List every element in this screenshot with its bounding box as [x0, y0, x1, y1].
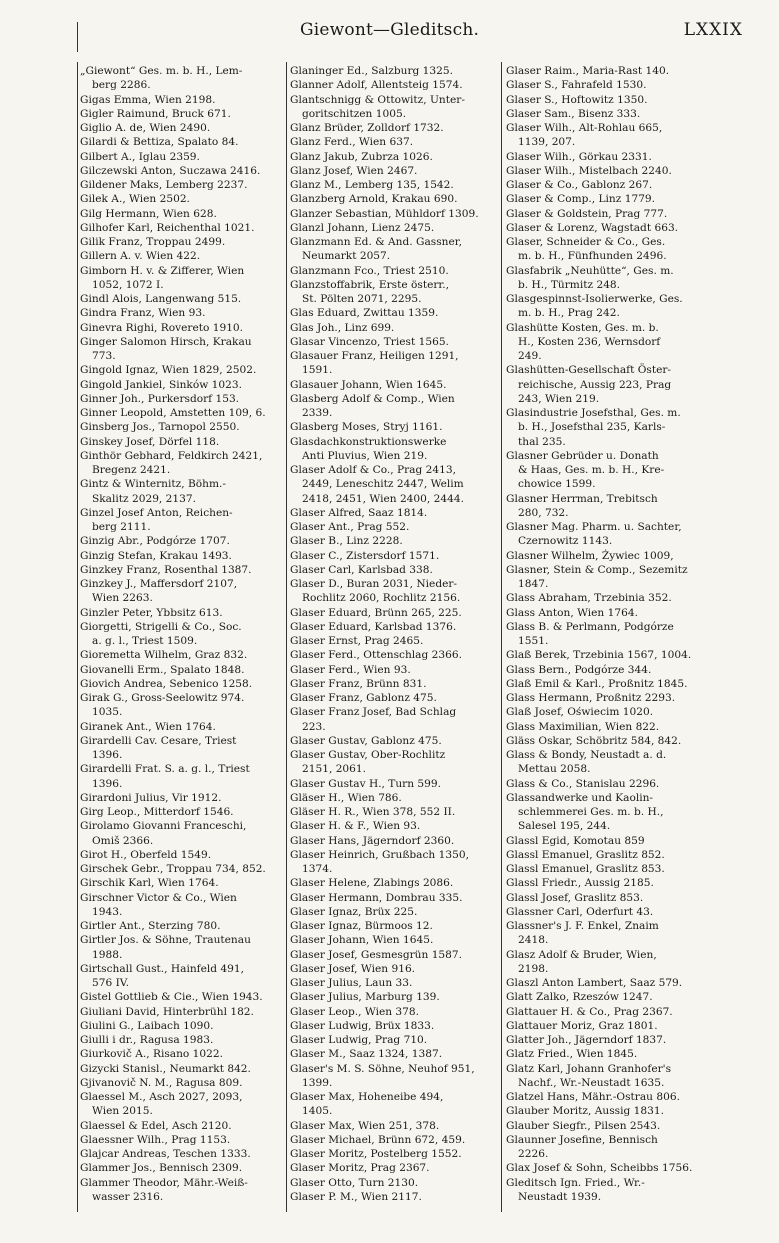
directory-entry-line: Glaser Gustav, Ober-Rochlitz: [290, 749, 446, 761]
directory-entry-line: thal 235.: [518, 435, 566, 448]
directory-entry-line: Glaser Heinrich, Grußbach 1350,: [290, 848, 469, 861]
directory-entry-line: Glaser & Co., Gablonz 267.: [506, 179, 653, 191]
directory-entry-line: Glanzmann Ed. & And. Gassner,: [290, 236, 462, 248]
directory-entry-line: Gindra Franz, Wien 93.: [80, 307, 206, 320]
directory-entry-line: Gistel Gottlieb & Cie., Wien 1943.: [80, 991, 263, 1004]
directory-entry-line: Glasauer Franz, Heiligen 1291,: [290, 350, 459, 362]
directory-entry-line: Glaser Sam., Bisenz 333.: [506, 107, 641, 120]
directory-entry-line: Glaser Moritz, Prag 2367.: [290, 1162, 430, 1175]
directory-entry-line: Glaser Adolf & Co., Prag 2413,: [290, 464, 456, 476]
directory-entry-line: Giranek Ant., Wien 1764.: [80, 720, 216, 733]
directory-entry-line: Bregenz 2421.: [92, 464, 171, 476]
directory-entry-line: Glaser Johann, Wien 1645.: [290, 934, 434, 947]
directory-entry-line: Glaser Ignaz, Brüx 225.: [290, 905, 418, 918]
page-number: LXXIX: [683, 20, 743, 40]
directory-entry-line: Glaser D., Buran 2031, Nieder-: [290, 578, 458, 590]
directory-entry-line: Ginger Salomon Hirsch, Krakau: [80, 335, 252, 348]
directory-entry-line: Glanzl Johann, Lienz 2475.: [290, 221, 435, 234]
directory-entry-line: 1374.: [302, 863, 333, 875]
directory-entry-line: Gingold Jankiel, Sinków 1023.: [80, 378, 242, 391]
directory-entry-line: 2418, 2451, Wien 2400, 2444.: [302, 492, 464, 505]
directory-entry-line: Girschik Karl, Wien 1764.: [80, 877, 219, 890]
directory-entry-line: Glauber Siegfr., Pilsen 2543.: [506, 1119, 661, 1132]
directory-entry-line: Glass Maximilian, Wien 822.: [506, 720, 660, 733]
directory-entry-line: Glaser Gustav H., Turn 599.: [290, 777, 442, 790]
directory-entry-line: Glaser Ferd., Ottenschlag 2366.: [290, 649, 462, 662]
directory-entry-line: Gimborn H. v. & Zifferer, Wien: [80, 264, 245, 277]
directory-entry-line: goritschitzen 1005.: [302, 107, 407, 120]
directory-entry-line: 2226.: [518, 1148, 549, 1160]
directory-entry-line: Glaszl Anton Lambert, Saaz 579.: [506, 977, 683, 989]
directory-entry-line: Girg Leop., Mitterdorf 1546.: [80, 806, 234, 818]
directory-entry-line: Glaser Josef, Wien 916.: [290, 962, 416, 975]
directory-entry-line: wasser 2316.: [92, 1190, 164, 1203]
directory-entry-line: Glasindustrie Josefsthal, Ges. m.: [506, 407, 681, 419]
directory-entry-line: „Giewont“ Ges. m. b. H., Lem-: [80, 65, 243, 77]
directory-entry-line: Glasz Adolf & Bruder, Wien,: [506, 948, 657, 961]
directory-entry-line: chowice 1599.: [518, 478, 596, 491]
directory-entry-line: 1052, 1072 I.: [92, 278, 164, 291]
directory-entry-line: Gläser H. R., Wien 378, 552 II.: [290, 806, 456, 818]
directory-entry-line: Glaser Franz, Gablonz 475.: [290, 692, 437, 704]
directory-entry-line: St. Pölten 2071, 2295.: [302, 293, 422, 305]
directory-entry-line: Glatzel Hans, Mähr.-Ostrau 806.: [506, 1091, 680, 1103]
directory-entry-line: Glasauer Johann, Wien 1645.: [290, 378, 447, 391]
directory-entry-line: Glanz Josef, Wien 2467.: [290, 164, 418, 177]
directory-entry-line: Gillern A. v. Wien 422.: [80, 250, 201, 263]
directory-entry-line: 1139, 207.: [518, 136, 576, 149]
directory-entry-line: 249.: [518, 350, 542, 362]
directory-entry-line: Glaunner Josefine, Bennisch: [506, 1133, 658, 1146]
directory-entry-line: Glaser Wilh., Alt-Rohlau 665,: [506, 122, 663, 134]
directory-entry-line: 2449, Leneschitz 2447, Welim: [302, 478, 464, 491]
directory-entry-line: m. b. H., Fünfhunden 2496.: [518, 250, 667, 263]
directory-entry-line: 2151, 2061.: [302, 763, 367, 776]
directory-entry-line: Glasberg Moses, Stryj 1161.: [290, 421, 443, 434]
directory-entry-line: Glaser Max, Wien 251, 378.: [290, 1119, 440, 1132]
directory-entry-line: Giurkovič A., Risano 1022.: [80, 1048, 223, 1061]
directory-entry-line: Wien 2015.: [92, 1105, 153, 1118]
directory-entry-line: Girtschall Gust., Hainfeld 491,: [80, 962, 244, 975]
directory-entry-line: Glaser, Schneider & Co., Ges.: [506, 236, 666, 248]
directory-entry-line: Glassl Emanuel, Graslitz 853.: [506, 863, 665, 875]
directory-entry-line: Glaser Gustav, Gablonz 475.: [290, 734, 442, 747]
directory-entry-line: Glaser Hermann, Dombrau 335.: [290, 891, 463, 904]
directory-entry-line: Ginthör Gebhard, Feldkirch 2421,: [80, 449, 263, 462]
directory-entry-line: m. b. H., Prag 242.: [518, 307, 620, 320]
directory-entry-line: Gingold Ignaz, Wien 1829, 2502.: [80, 364, 257, 377]
directory-entry-line: Glasdachkonstruktionswerke: [290, 435, 447, 448]
directory-entry-line: Gizycki Stanisl., Neumarkt 842.: [80, 1062, 251, 1075]
directory-entry-line: Ginzig Abr., Podgórze 1707.: [80, 535, 230, 548]
column-rule-left: [77, 22, 78, 52]
directory-entry-line: Glaninger Ed., Salzburg 1325.: [290, 65, 453, 77]
directory-entry-line: Glanner Adolf, Allentsteig 1574.: [290, 79, 463, 92]
directory-entry-line: schlemmerei Ges. m. b. H.,: [518, 806, 664, 818]
directory-entry-line: Girot H., Oberfeld 1549.: [80, 848, 212, 861]
directory-entry-line: Gintz & Winternitz, Böhm.-: [80, 478, 226, 491]
directory-entry-line: Czernowitz 1143.: [518, 535, 613, 548]
directory-entry-line: Glassl Egid, Komotau 859: [506, 834, 645, 847]
directory-column-3: [506, 64, 714, 1204]
directory-entry-line: Glaser S., Fahrafeld 1530.: [506, 79, 647, 92]
directory-entry-line: Glass B. & Perlmann, Podgórze: [506, 620, 674, 633]
directory-entry-line: Glaser Leop., Wien 378.: [290, 1005, 420, 1018]
directory-entry-line: Gigler Raimund, Bruck 671.: [80, 107, 231, 120]
directory-entry-line: berg 2286.: [92, 79, 151, 92]
directory-entry-line: Ginzel Josef Anton, Reichen-: [80, 506, 233, 519]
directory-entry-line: Giglio A. de, Wien 2490.: [80, 122, 211, 134]
directory-entry-line: berg 2111.: [92, 521, 151, 533]
directory-entry-line: 2418.: [518, 934, 549, 947]
directory-entry-line: 1988.: [92, 948, 123, 961]
directory-entry-line: Neumarkt 2057.: [302, 250, 391, 263]
directory-entry-line: Glaser Ludwig, Prag 710.: [290, 1034, 428, 1046]
directory-entry-line: Glattauer Moriz, Graz 1801.: [506, 1019, 658, 1032]
directory-entry-line: Glaß Emil & Karl., Proßnitz 1845.: [506, 677, 688, 690]
directory-entry-line: Giulini G., Laibach 1090.: [80, 1019, 214, 1032]
directory-entry-line: Gindl Alois, Langenwang 515.: [80, 293, 242, 305]
directory-entry-line: Glaser Otto, Turn 2130.: [290, 1176, 419, 1189]
directory-entry-line: Glanz Jakub, Zubrza 1026.: [290, 150, 433, 163]
directory-entry-line: Glaser H. & F., Wien 93.: [290, 820, 421, 833]
directory-entry-line: Ginevra Righi, Rovereto 1910.: [80, 321, 244, 334]
directory-entry-line: Glasberg Adolf & Comp., Wien: [290, 392, 455, 405]
directory-entry-line: 576 IV.: [92, 977, 129, 989]
directory-entry-line: Neustadt 1939.: [518, 1190, 602, 1203]
directory-entry-line: Glatz Fried., Wien 1845.: [506, 1048, 638, 1061]
directory-entry-line: Glattauer H. & Co., Prag 2367.: [506, 1005, 673, 1018]
directory-entry-line: Girardoni Julius, Vir 1912.: [80, 791, 222, 804]
directory-entry-line: Rochlitz 2060, Rochlitz 2156.: [302, 592, 461, 605]
directory-entry-line: Glashütten-Gesellschaft Öster-: [506, 364, 671, 377]
directory-entry-line: Glaser C., Zistersdorf 1571.: [290, 549, 440, 562]
directory-entry-line: Gilek A., Wien 2502.: [80, 193, 190, 206]
column-rule-mid: [286, 62, 287, 1212]
directory-entry-line: Glass & Co., Stanislau 2296.: [506, 777, 660, 790]
directory-entry-line: a. g. l., Triest 1509.: [92, 635, 198, 647]
directory-entry-line: Glaser Raim., Maria-Rast 140.: [506, 65, 670, 77]
directory-entry-line: Glasner Herrman, Trebitsch: [506, 492, 658, 505]
directory-entry-line: Glauber Moritz, Aussig 1831.: [506, 1105, 664, 1118]
directory-entry-line: Glammer Theodor, Mähr.-Weiß-: [80, 1176, 248, 1189]
directory-entry-line: b. H., Josefsthal 235, Karls-: [518, 421, 666, 434]
directory-entry-line: Giulli i dr., Ragusa 1983.: [80, 1034, 214, 1046]
directory-entry-line: Gilhofer Karl, Reichenthal 1021.: [80, 221, 255, 234]
directory-entry-line: Glaser Max, Hoheneibe 494,: [290, 1091, 444, 1103]
directory-entry-line: Glasner Mag. Pharm. u. Sachter,: [506, 521, 682, 533]
directory-entry-line: Glass Anton, Wien 1764.: [506, 606, 638, 619]
directory-entry-line: Glaser Wilh., Görkau 2331.: [506, 150, 652, 163]
directory-entry-line: Glasfabrik „Neuhütte“, Ges. m.: [506, 264, 674, 277]
directory-entry-line: Wien 2263.: [92, 592, 153, 605]
directory-entry-line: Gilczewski Anton, Suczawa 2416.: [80, 164, 261, 177]
directory-entry-line: Glaser Ferd., Wien 93.: [290, 663, 411, 676]
directory-entry-line: 1396.: [92, 777, 123, 790]
directory-entry-line: Glasar Vincenzo, Triest 1565.: [290, 335, 449, 348]
directory-entry-line: Glaser Ernst, Prag 2465.: [290, 635, 424, 647]
directory-entry-line: Gjivanovič N. M., Ragusa 809.: [80, 1076, 243, 1089]
directory-entry-line: Giovich Andrea, Sebenico 1258.: [80, 677, 253, 690]
directory-entry-line: Ginzkey J., Maffersdorf 2107,: [80, 578, 238, 590]
directory-entry-line: Glaser Wilh., Mistelbach 2240.: [506, 164, 672, 177]
directory-entry-line: Nachf., Wr.-Neustadt 1635.: [518, 1076, 665, 1089]
directory-entry-line: Skalitz 2029, 2137.: [92, 492, 196, 505]
directory-entry-line: Glaser Helene, Zlabings 2086.: [290, 877, 454, 890]
directory-entry-line: 1405.: [302, 1105, 333, 1118]
directory-entry-line: Glatz Karl, Johann Granhofer's: [506, 1062, 672, 1075]
directory-entry-line: Glatter Joh., Jägerndorf 1837.: [506, 1034, 667, 1046]
directory-entry-line: 243, Wien 219.: [518, 392, 600, 405]
directory-entry-line: Giuliani David, Hinterbrühl 182.: [80, 1005, 254, 1018]
directory-entry-line: Glaser S., Hoftowitz 1350.: [506, 93, 648, 106]
directory-entry-line: Glanzberg Arnold, Krakau 690.: [290, 193, 458, 206]
directory-entry-line: Girak G., Gross-Seelowitz 974.: [80, 692, 245, 704]
directory-entry-line: Giovanelli Erm., Spalato 1848.: [80, 663, 245, 676]
directory-entry-line: Glaser M., Saaz 1324, 1387.: [290, 1048, 443, 1061]
directory-entry-line: Glaser Alfred, Saaz 1814.: [290, 506, 428, 519]
directory-entry-line: Gleditsch Ign. Fried., Wr.-: [506, 1176, 645, 1189]
directory-entry-line: Glammer Jos., Bennisch 2309.: [80, 1162, 243, 1175]
directory-entry-line: Glasner Wilhelm, Żywiec 1009,: [506, 549, 674, 562]
page-title: Giewont—Gleditsch.: [300, 20, 480, 40]
directory-entry-line: Glaser Josef, Gesmesgrün 1587.: [290, 948, 463, 961]
directory-entry-line: Glajcar Andreas, Teschen 1333.: [80, 1148, 251, 1160]
directory-column-2: [290, 64, 498, 1204]
directory-entry-line: Glaser Franz Josef, Bad Schlag: [290, 706, 457, 719]
column-rule-left: [77, 62, 78, 1212]
directory-entry-line: Glaser & Comp., Linz 1779.: [506, 193, 656, 206]
directory-entry-line: Glassl Friedr., Aussig 2185.: [506, 877, 654, 890]
directory-entry-line: Glantschnigg & Ottowitz, Unter-: [290, 93, 465, 106]
directory-entry-line: Glaser Ludwig, Brüx 1833.: [290, 1019, 435, 1032]
directory-entry-line: Glass Hermann, Proßnitz 2293.: [506, 692, 676, 704]
directory-entry-line: Glaser Michael, Brünn 672, 459.: [290, 1133, 466, 1146]
directory-entry-line: Gläser H., Wien 786.: [290, 791, 402, 804]
directory-entry-line: 223.: [302, 720, 326, 733]
directory-entry-line: Glaser P. M., Wien 2117.: [290, 1190, 422, 1203]
directory-entry-line: Glassandwerke und Kaolin-: [506, 791, 653, 804]
directory-entry-line: Glax Josef & Sohn, Scheibbs 1756.: [506, 1162, 693, 1175]
directory-entry-line: b. H., Türmitz 248.: [518, 278, 621, 291]
directory-entry-line: Glasner, Stein & Comp., Sezemitz: [506, 563, 688, 576]
directory-entry-line: Glasgespinnst-Isolierwerke, Ges.: [506, 293, 683, 305]
directory-entry-line: Mettau 2058.: [518, 763, 591, 776]
directory-entry-line: 1399.: [302, 1076, 333, 1089]
directory-entry-line: Glassl Emanuel, Graslitz 852.: [506, 848, 665, 861]
directory-entry-line: Glanz Brüder, Zolldorf 1732.: [290, 122, 444, 134]
directory-entry-line: H., Kosten 236, Wernsdorf: [518, 335, 661, 348]
directory-entry-line: Glatt Zalko, Rzeszów 1247.: [506, 991, 653, 1004]
directory-entry-line: Glaessel M., Asch 2027, 2093,: [80, 1091, 243, 1103]
directory-entry-line: Glaser B., Linz 2228.: [290, 535, 403, 548]
directory-entry-line: Glass & Bondy, Neustadt a. d.: [506, 749, 667, 761]
directory-entry-line: Girolamo Giovanni Franceschi,: [80, 820, 247, 833]
directory-entry-line: 1396.: [92, 749, 123, 761]
directory-entry-line: Glaser Eduard, Karlsbad 1376.: [290, 620, 457, 633]
directory-entry-line: Glaß Josef, Oświecim 1020.: [506, 706, 654, 719]
directory-entry-line: Glaessel & Edel, Asch 2120.: [80, 1119, 232, 1132]
directory-entry-line: Gilardi & Bettiza, Spalato 84.: [80, 136, 239, 149]
directory-entry-line: Glaessner Wilh., Prag 1153.: [80, 1133, 231, 1146]
directory-entry-line: Glashütte Kosten, Ges. m. b.: [506, 321, 659, 334]
directory-entry-line: Gläss Oskar, Schöbritz 584, 842.: [506, 734, 682, 747]
directory-entry-line: Glanzer Sebastian, Mühldorf 1309.: [290, 207, 479, 220]
directory-entry-line: Glaß Berek, Trzebinia 1567, 1004.: [506, 649, 692, 662]
directory-entry-line: Gildener Maks, Lemberg 2237.: [80, 179, 248, 191]
directory-entry-line: Ginner Joh., Purkersdorf 153.: [80, 392, 240, 405]
directory-entry-line: Gilik Franz, Troppau 2499.: [80, 236, 226, 248]
directory-entry-line: Glaser Ant., Prag 552.: [290, 521, 410, 533]
directory-entry-line: 2198.: [518, 962, 549, 975]
directory-entry-line: Girtler Ant., Sterzing 780.: [80, 920, 221, 932]
directory-entry-line: Gilg Hermann, Wien 628.: [80, 207, 217, 220]
directory-entry-line: Ginzkey Franz, Rosenthal 1387.: [80, 563, 252, 576]
directory-entry-line: reichische, Aussig 223, Prag: [518, 378, 672, 391]
directory-entry-line: Girschner Victor & Co., Wien: [80, 891, 237, 904]
directory-entry-line: Glaser's M. S. Söhne, Neuhof 951,: [290, 1062, 475, 1075]
directory-entry-line: 280, 732.: [518, 506, 569, 519]
directory-entry-line: 1943.: [92, 905, 123, 918]
page-header: [0, 0, 779, 50]
directory-entry-line: 1551.: [518, 635, 549, 647]
directory-entry-line: Glaser & Goldstein, Prag 777.: [506, 207, 668, 220]
directory-entry-line: 1035.: [92, 706, 123, 719]
directory-entry-line: Glasner Gebrüder u. Donath: [506, 449, 659, 462]
directory-entry-line: Ginskey Josef, Dörfel 118.: [80, 435, 220, 448]
directory-entry-line: & Haas, Ges. m. b. H., Kre-: [518, 464, 665, 476]
directory-entry-line: Anti Pluvius, Wien 219.: [302, 449, 428, 462]
directory-entry-line: Glas Eduard, Zwittau 1359.: [290, 307, 439, 320]
directory-entry-line: 773.: [92, 350, 116, 362]
directory-entry-line: 1591.: [302, 364, 333, 377]
directory-entry-line: Glanzmann Fco., Triest 2510.: [290, 264, 449, 277]
directory-entry-line: Gigas Emma, Wien 2198.: [80, 93, 216, 106]
directory-entry-line: Glaser Hans, Jägerndorf 2360.: [290, 834, 455, 847]
directory-entry-line: Glaser Julius, Marburg 139.: [290, 991, 440, 1004]
directory-entry-line: Giorgetti, Strigelli & Co., Soc.: [80, 620, 242, 633]
directory-entry-line: Ginzig Stefan, Krakau 1493.: [80, 549, 232, 562]
column-rule-mid: [501, 62, 502, 1212]
directory-entry-line: Glass Abraham, Trzebinia 352.: [506, 592, 672, 605]
directory-entry-line: 1847.: [518, 578, 549, 590]
directory-entry-line: Glaser & Lorenz, Wagstadt 663.: [506, 221, 679, 234]
directory-entry-line: Salesel 195, 244.: [518, 820, 611, 833]
directory-entry-line: Glassl Josef, Graslitz 853.: [506, 891, 644, 904]
directory-entry-line: Glaser Franz, Brünn 831.: [290, 677, 427, 690]
directory-entry-line: Glanz M., Lemberg 135, 1542.: [290, 179, 454, 191]
directory-entry-line: Glaser Ignaz, Bürmoos 12.: [290, 920, 433, 932]
directory-entry-line: Ginsberg Jos., Tarnopol 2550.: [80, 421, 240, 434]
directory-entry-line: Ginner Leopold, Amstetten 109, 6.: [80, 407, 266, 419]
directory-entry-line: Glas Joh., Linz 699.: [290, 321, 395, 334]
directory-entry-line: Glaser Julius, Laun 33.: [290, 977, 413, 989]
directory-entry-line: Girardelli Frat. S. a. g. l., Triest: [80, 763, 250, 776]
directory-entry-line: 2339.: [302, 407, 333, 419]
directory-entry-line: Girschek Gebr., Troppau 734, 852.: [80, 863, 266, 875]
directory-entry-line: Glassner Carl, Oderfurt 43.: [506, 905, 654, 918]
directory-entry-line: Gilbert A., Iglau 2359.: [80, 150, 200, 163]
directory-entry-line: Gioremetta Wilhelm, Graz 832.: [80, 649, 248, 662]
directory-entry-line: Glanz Ferd., Wien 637.: [290, 136, 414, 149]
directory-entry-line: Omiš 2366.: [92, 834, 154, 847]
directory-entry-line: Glassner's J. F. Enkel, Znaim: [506, 920, 659, 932]
directory-entry-line: Glaser Eduard, Brünn 265, 225.: [290, 606, 462, 619]
directory-entry-line: Ginzler Peter, Ybbsitz 613.: [80, 606, 223, 619]
directory-entry-line: Girtler Jos. & Söhne, Trautenau: [80, 934, 251, 947]
directory-entry-line: Glaser Moritz, Postelberg 1552.: [290, 1148, 462, 1160]
directory-entry-line: Glaser Carl, Karlsbad 338.: [290, 563, 433, 576]
directory-entry-line: Glass Bern., Podgórze 344.: [506, 663, 652, 676]
directory-entry-line: Girardelli Cav. Cesare, Triest: [80, 734, 237, 747]
directory-entry-line: Glanzstoffabrik, Erste österr.,: [290, 278, 450, 291]
directory-column-1: [80, 64, 280, 1204]
